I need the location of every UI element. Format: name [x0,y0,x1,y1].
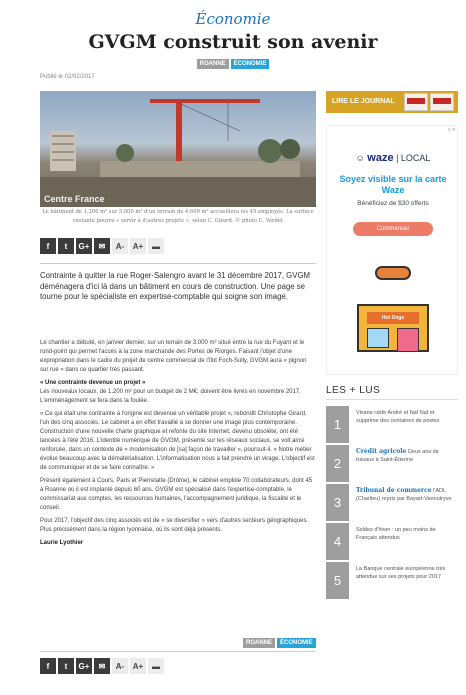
tag-economie[interactable]: ÉCONOMIE [231,59,270,69]
divider [40,263,316,264]
list-item-source: Crédit agricole [356,448,407,455]
rank-number: 2 [326,445,349,482]
ad-cta-button[interactable]: Commencer [353,222,433,236]
share-bar-bottom [40,658,240,674]
rank-number: 5 [326,562,349,599]
photo-caption: Le bâtiment de 1.200 m² sur 3.000 m² d'un terrain de 4.600 m² accueillera les 45 employés. La surface restante pourra « servir à d'autres projets », selon C. Girard. © photo C. Verdet [42,209,314,224]
rank-number: 4 [326,523,349,560]
list-item-source: Tribunal de commerce [356,487,432,494]
read-journal-label: LIRE LE JOURNAL [332,98,395,105]
shop-illustration [357,304,429,352]
paragraph-4: Présent également à Cours, Paris et Pierrelatte (Drôme), le cabinet emploie 70 collaborateurs, dont 45 à Roanne où il est implanté depuis 60 ans. GVGM est spécialisé dans l'expertise-comptable, le commissariat aux comptes, les ressources humaines, l'accompagnement juridique, la fiscalité et le conseil. [40,478,313,511]
list-item-text [356,565,456,581]
tag-list [0,59,466,69]
most-read-list [326,406,458,601]
twitter-icon[interactable]: t [58,658,74,674]
newspaper-thumbnail [430,93,454,111]
font-increase-icon[interactable]: A+ [130,658,146,674]
list-item-title: l'ADL (Charlieu) repris par Bayart-Vanoutryve [356,488,452,502]
ad-brand-name: waze [367,152,394,164]
divider-bottom [40,651,316,652]
rank-number: 1 [326,406,349,443]
paragraph-2: Les nouveaux locaux, de 1.200 m² pour un budget de 2 M€, doivent être livrés en novembre 2017. L'emménagement se fera dans la foulée. [40,389,301,404]
construction-scene [40,91,316,207]
shop-door [397,328,419,352]
photo-watermark: Centre France [44,194,105,204]
rank-number: 3 [326,484,349,521]
article-lead: Contrainte à quitter la rue Roger-Salengro avant le 31 décembre 2017, GVGM déménagera d'ici là dans un bâtiment en cours de construction. Une page se tourne pour le spécialiste en expertise-comptable qui soigne son image. [40,271,311,301]
email-icon[interactable]: ✉ [94,238,110,254]
paragraph-1: Le chantier a débuté, en janvier dernier, sur un terrain de 3.000 m² situé entre la rue du Fuyant et le rond-point qui permet l'accès à la zone marchande des Portes de Riorges. Faisant l'objet d'une expropriation dans le cadre du projet de centre commercial de l'îlot Foch-Sully, GVGM aura « pignon sur rue » dans ce quartier très passant. [40,340,307,373]
facebook-icon[interactable]: f [40,658,56,674]
waze-logo-icon: ☺ [355,153,365,163]
facebook-icon[interactable]: f [40,238,56,254]
article-photo[interactable] [40,91,316,207]
comment-icon[interactable]: ▬ [148,658,164,674]
most-read-title: LES + LUS [326,385,381,396]
comment-icon[interactable]: ▬ [148,238,164,254]
paragraph-5: Pour 2017, l'objectif des cinq associés est de « se diversifier » vers d'autres secteurs géographiques. Plus précisément dans la région lyonnaise, où ils sont déjà présents. [40,518,309,533]
hotdog-illustration [375,266,411,280]
list-item-title: Soldes d'hiver : un peu moins de Français attendus [356,527,436,541]
list-item[interactable] [326,445,458,482]
publish-date: Publié le 02/02/2017 [40,74,95,80]
article-header [0,10,466,69]
list-item-text [356,487,456,503]
page-title: GVGM construit son avenir [88,31,378,53]
tag-economie-bottom[interactable]: ÉCONOMIE [277,638,316,648]
rubric-label[interactable]: Économie [195,10,271,28]
shop-sign: Hot Dogs [367,312,419,324]
font-decrease-icon[interactable]: A- [112,658,128,674]
twitter-icon[interactable]: t [58,238,74,254]
ad-brand-suffix: | LOCAL [396,153,431,163]
tag-roanne-bottom[interactable]: ROANNE [243,638,275,648]
list-item-text [356,448,456,464]
font-increase-icon[interactable]: A+ [130,238,146,254]
list-item[interactable] [326,484,458,521]
tag-roanne[interactable]: ROANNE [197,59,229,69]
email-icon[interactable]: ✉ [94,658,110,674]
ad-offer: Bénéficiez de $30 offerts [357,200,429,207]
list-item[interactable] [326,406,458,443]
most-read-divider [326,399,458,400]
list-item-title: Deux ans de travaux à Saint-Étienne [356,449,439,463]
article-body [40,339,316,552]
ad-slogan: Soyez visible sur la carte Waze [339,174,447,195]
newspaper-thumbnail [404,93,428,111]
google-plus-icon[interactable]: G+ [76,658,92,674]
bottom-tag-list [243,638,316,648]
list-item[interactable] [326,523,458,560]
author: Laurie Lyothier [40,540,84,546]
ad-brand [327,152,459,164]
read-journal-banner[interactable] [326,91,458,113]
list-item-text [356,409,456,425]
google-plus-icon[interactable]: G+ [76,238,92,254]
ad-info-icon[interactable]: ▷✕ [447,127,456,133]
list-item-text [356,526,456,542]
paragraph-3: « Ce qui était une contrainte à l'origine est devenue un véritable projet », rebondit Christophe Girard, l'un des cinq associés. Le cabinet a en effet travaillé à se donner une image plus contemporaine. Construction d'une nouvelle charte graphique et refonte du site Internet, devenu obsolète, ont été lancées à l'été 2016. L'identité numérique de GVGM, présente sur les réseaux sociaux, se voit ainsi renforcée, dans un contexte de « modernisation de [sa] façon de travailler », poursuit-il. « Notre métier évolue beaucoup avec la dématérialisation. L'informatisation nous a fait prendre un virage. L'objectif est de communiquer et de se faire connaître. » [40,411,315,471]
subheading: « Une contrainte devenue un projet » [40,380,146,386]
font-decrease-icon[interactable]: A- [112,238,128,254]
share-bar-top [40,238,240,254]
waze-ad[interactable] [326,125,458,375]
list-item-title: La Banque centrale européenne très attendue sur ses projets pour 2017 [356,566,446,580]
list-item-title: Vivarie cède André et Naf Naf et supprime des centaines de postes [356,410,440,424]
shop-window [367,328,389,348]
list-item[interactable] [326,562,458,599]
